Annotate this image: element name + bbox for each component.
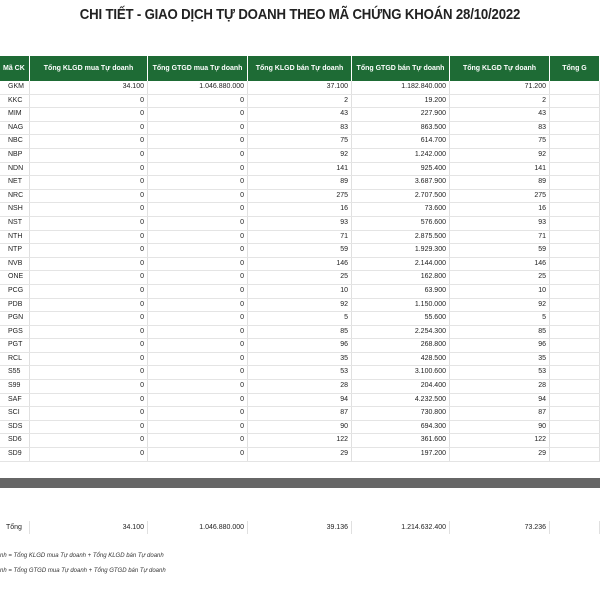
- value-cell: 89: [450, 176, 550, 189]
- value-cell: 863.500: [352, 122, 450, 135]
- value-cell: 0: [148, 190, 248, 203]
- value-cell: [550, 108, 600, 121]
- footnote-gtgd: nh = Tổng GTGD mua Tự doanh + Tổng GTGD bán Tự doanh: [0, 568, 166, 574]
- value-cell: 0: [148, 339, 248, 352]
- value-cell: 0: [148, 299, 248, 312]
- total-label: Tổng: [0, 521, 30, 534]
- value-cell: 141: [450, 163, 550, 176]
- value-cell: 59: [450, 244, 550, 257]
- value-cell: 1.242.000: [352, 149, 450, 162]
- value-cell: 428.500: [352, 353, 450, 366]
- value-cell: 0: [30, 258, 148, 271]
- value-cell: 25: [248, 271, 352, 284]
- value-cell: 2: [450, 95, 550, 108]
- value-cell: 0: [30, 353, 148, 366]
- value-cell: 90: [248, 421, 352, 434]
- value-cell: 0: [148, 258, 248, 271]
- value-cell: 63.900: [352, 285, 450, 298]
- value-cell: 71: [248, 231, 352, 244]
- table-row[interactable]: [0, 122, 600, 136]
- value-cell: [550, 339, 600, 352]
- value-cell: 75: [450, 135, 550, 148]
- total-row: [0, 521, 600, 534]
- value-cell: 37.100: [248, 81, 352, 94]
- value-cell: 122: [450, 434, 550, 447]
- value-cell: 141: [248, 163, 352, 176]
- value-cell: 0: [30, 448, 148, 461]
- value-cell: 59: [248, 244, 352, 257]
- table-row[interactable]: [0, 108, 600, 122]
- value-cell: 1.046.880.000: [148, 81, 248, 94]
- value-cell: 0: [148, 434, 248, 447]
- value-cell: [550, 231, 600, 244]
- value-cell: 0: [30, 95, 148, 108]
- value-cell: 730.800: [352, 407, 450, 420]
- value-cell: 1.182.840.000: [352, 81, 450, 94]
- total-cell: 1.046.880.000: [148, 521, 248, 534]
- table-row[interactable]: [0, 326, 600, 340]
- value-cell: 83: [248, 122, 352, 135]
- value-cell: 361.600: [352, 434, 450, 447]
- value-cell: 0: [148, 163, 248, 176]
- ticker-cell: SD6: [0, 434, 30, 447]
- value-cell: 71: [450, 231, 550, 244]
- table-header: [0, 56, 600, 81]
- value-cell: [550, 394, 600, 407]
- value-cell: 0: [30, 380, 148, 393]
- value-cell: 162.800: [352, 271, 450, 284]
- ticker-cell: S99: [0, 380, 30, 393]
- value-cell: 16: [248, 203, 352, 216]
- value-cell: 34.100: [30, 81, 148, 94]
- value-cell: [550, 285, 600, 298]
- value-cell: 0: [148, 312, 248, 325]
- ticker-cell: S55: [0, 366, 30, 379]
- total-cell: 39.136: [248, 521, 352, 534]
- value-cell: 0: [148, 407, 248, 420]
- value-cell: 0: [148, 135, 248, 148]
- value-cell: 268.800: [352, 339, 450, 352]
- value-cell: 0: [148, 244, 248, 257]
- ticker-cell: NTP: [0, 244, 30, 257]
- ticker-cell: SCI: [0, 407, 30, 420]
- value-cell: [550, 421, 600, 434]
- ticker-cell: MIM: [0, 108, 30, 121]
- ticker-cell: PGS: [0, 326, 30, 339]
- value-cell: 0: [30, 108, 148, 121]
- table-row[interactable]: [0, 339, 600, 353]
- table-body: [0, 81, 600, 462]
- value-cell: 53: [248, 366, 352, 379]
- footnote-klgd: nh = Tổng KLGD mua Tự doanh + Tổng KLGD bán Tự doanh: [0, 553, 164, 559]
- value-cell: 19.200: [352, 95, 450, 108]
- value-cell: 90: [450, 421, 550, 434]
- value-cell: 0: [30, 231, 148, 244]
- value-cell: 0: [30, 122, 148, 135]
- value-cell: 0: [30, 394, 148, 407]
- value-cell: 2.144.000: [352, 258, 450, 271]
- value-cell: 275: [248, 190, 352, 203]
- col-header-klgd-mua[interactable]: Tổng KLGD mua Tự doanh: [30, 56, 148, 81]
- table-row[interactable]: [0, 217, 600, 231]
- value-cell: 0: [148, 217, 248, 230]
- value-cell: 0: [148, 95, 248, 108]
- table-row[interactable]: [0, 434, 600, 448]
- ticker-cell: NAG: [0, 122, 30, 135]
- value-cell: 0: [148, 231, 248, 244]
- value-cell: 29: [248, 448, 352, 461]
- col-header-ma-ck[interactable]: Mã CK: [0, 56, 30, 81]
- value-cell: 0: [148, 108, 248, 121]
- table-row[interactable]: [0, 312, 600, 326]
- table-row[interactable]: [0, 407, 600, 421]
- value-cell: [550, 353, 600, 366]
- value-cell: 694.300: [352, 421, 450, 434]
- value-cell: [550, 326, 600, 339]
- table-row[interactable]: [0, 149, 600, 163]
- ticker-cell: NSH: [0, 203, 30, 216]
- value-cell: [550, 299, 600, 312]
- value-cell: 0: [30, 176, 148, 189]
- ticker-cell: NBC: [0, 135, 30, 148]
- value-cell: 92: [248, 149, 352, 162]
- value-cell: [550, 203, 600, 216]
- value-cell: 576.600: [352, 217, 450, 230]
- value-cell: 0: [30, 312, 148, 325]
- value-cell: 35: [450, 353, 550, 366]
- value-cell: 0: [30, 434, 148, 447]
- value-cell: 5: [450, 312, 550, 325]
- value-cell: 0: [30, 135, 148, 148]
- value-cell: 2: [248, 95, 352, 108]
- value-cell: 0: [148, 176, 248, 189]
- value-cell: 93: [248, 217, 352, 230]
- value-cell: 43: [248, 108, 352, 121]
- ticker-cell: NDN: [0, 163, 30, 176]
- value-cell: 204.400: [352, 380, 450, 393]
- value-cell: 3.100.600: [352, 366, 450, 379]
- data-table: [0, 56, 600, 462]
- value-cell: [550, 217, 600, 230]
- table-row[interactable]: [0, 190, 600, 204]
- value-cell: 92: [450, 299, 550, 312]
- value-cell: 0: [148, 394, 248, 407]
- total-cell: 1.214.632.400: [352, 521, 450, 534]
- value-cell: 0: [148, 380, 248, 393]
- table-row[interactable]: [0, 231, 600, 245]
- ticker-cell: NST: [0, 217, 30, 230]
- value-cell: 925.400: [352, 163, 450, 176]
- table-row[interactable]: [0, 421, 600, 435]
- value-cell: [550, 366, 600, 379]
- value-cell: 3.687.900: [352, 176, 450, 189]
- value-cell: [550, 122, 600, 135]
- table-row[interactable]: [0, 176, 600, 190]
- value-cell: 96: [248, 339, 352, 352]
- ticker-cell: PGT: [0, 339, 30, 352]
- ticker-cell: RCL: [0, 353, 30, 366]
- value-cell: 0: [30, 217, 148, 230]
- ticker-cell: SAF: [0, 394, 30, 407]
- value-cell: 83: [450, 122, 550, 135]
- value-cell: 53: [450, 366, 550, 379]
- ticker-cell: NRC: [0, 190, 30, 203]
- value-cell: 0: [30, 244, 148, 257]
- table-row[interactable]: [0, 366, 600, 380]
- value-cell: 28: [450, 380, 550, 393]
- value-cell: 275: [450, 190, 550, 203]
- col-header-gtgd-ban[interactable]: Tổng GTGD bán Tự doanh: [352, 56, 450, 81]
- value-cell: 75: [248, 135, 352, 148]
- value-cell: [550, 380, 600, 393]
- total-cell: [550, 521, 600, 534]
- value-cell: 4.232.500: [352, 394, 450, 407]
- value-cell: 0: [30, 421, 148, 434]
- value-cell: 35: [248, 353, 352, 366]
- value-cell: 0: [30, 407, 148, 420]
- table-row[interactable]: [0, 163, 600, 177]
- value-cell: 1.150.000: [352, 299, 450, 312]
- value-cell: 16: [450, 203, 550, 216]
- value-cell: [550, 190, 600, 203]
- value-cell: 92: [248, 299, 352, 312]
- value-cell: 93: [450, 217, 550, 230]
- value-cell: 25: [450, 271, 550, 284]
- value-cell: 10: [450, 285, 550, 298]
- table-row[interactable]: [0, 244, 600, 258]
- ticker-cell: ONE: [0, 271, 30, 284]
- ticker-cell: NBP: [0, 149, 30, 162]
- table-row[interactable]: [0, 353, 600, 367]
- value-cell: 0: [148, 326, 248, 339]
- value-cell: 94: [450, 394, 550, 407]
- table-row[interactable]: [0, 285, 600, 299]
- value-cell: [550, 271, 600, 284]
- value-cell: 0: [148, 448, 248, 461]
- value-cell: [550, 176, 600, 189]
- col-header-klgd-tong[interactable]: Tổng KLGD Tự doanh: [450, 56, 550, 81]
- table-row[interactable]: [0, 380, 600, 394]
- value-cell: 0: [30, 285, 148, 298]
- value-cell: 87: [248, 407, 352, 420]
- table-row[interactable]: [0, 448, 600, 462]
- value-cell: 0: [30, 326, 148, 339]
- value-cell: 2.707.500: [352, 190, 450, 203]
- ticker-cell: SDS: [0, 421, 30, 434]
- value-cell: 85: [450, 326, 550, 339]
- table-row[interactable]: [0, 135, 600, 149]
- value-cell: 0: [148, 149, 248, 162]
- value-cell: 227.900: [352, 108, 450, 121]
- ticker-cell: NET: [0, 176, 30, 189]
- ticker-cell: NTH: [0, 231, 30, 244]
- value-cell: 73.600: [352, 203, 450, 216]
- value-cell: 0: [30, 299, 148, 312]
- total-cell: 34.100: [30, 521, 148, 534]
- value-cell: 0: [30, 163, 148, 176]
- value-cell: [550, 434, 600, 447]
- col-header-gtgd-tong[interactable]: Tổng G: [550, 56, 600, 81]
- value-cell: [550, 407, 600, 420]
- value-cell: 85: [248, 326, 352, 339]
- ticker-cell: PCG: [0, 285, 30, 298]
- value-cell: [550, 244, 600, 257]
- value-cell: 1.929.300: [352, 244, 450, 257]
- value-cell: 2.875.500: [352, 231, 450, 244]
- value-cell: 2.254.300: [352, 326, 450, 339]
- table-row[interactable]: [0, 394, 600, 408]
- value-cell: 0: [30, 271, 148, 284]
- value-cell: 29: [450, 448, 550, 461]
- table-row[interactable]: [0, 258, 600, 272]
- value-cell: 43: [450, 108, 550, 121]
- total-cell: 73.236: [450, 521, 550, 534]
- value-cell: 0: [148, 421, 248, 434]
- value-cell: [550, 312, 600, 325]
- value-cell: 614.700: [352, 135, 450, 148]
- value-cell: 0: [148, 122, 248, 135]
- value-cell: [550, 95, 600, 108]
- ticker-cell: NVB: [0, 258, 30, 271]
- table-row[interactable]: [0, 203, 600, 217]
- value-cell: 0: [148, 285, 248, 298]
- value-cell: 197.200: [352, 448, 450, 461]
- ticker-cell: KKC: [0, 95, 30, 108]
- value-cell: [550, 81, 600, 94]
- ticker-cell: PDB: [0, 299, 30, 312]
- value-cell: 0: [148, 271, 248, 284]
- page-title: CHI TIẾT - GIAO DỊCH TỰ DOANH THEO MÃ CHỨNG KHOÁN 28/10/2022: [79, 6, 521, 23]
- value-cell: 28: [248, 380, 352, 393]
- value-cell: 146: [450, 258, 550, 271]
- table-row[interactable]: [0, 95, 600, 109]
- value-cell: 5: [248, 312, 352, 325]
- value-cell: 55.600: [352, 312, 450, 325]
- value-cell: 0: [30, 203, 148, 216]
- value-cell: 0: [30, 339, 148, 352]
- value-cell: 0: [30, 190, 148, 203]
- value-cell: 0: [148, 353, 248, 366]
- value-cell: 146: [248, 258, 352, 271]
- value-cell: 92: [450, 149, 550, 162]
- value-cell: 0: [148, 366, 248, 379]
- ticker-cell: GKM: [0, 81, 30, 94]
- value-cell: 0: [30, 366, 148, 379]
- table-row[interactable]: [0, 299, 600, 313]
- value-cell: 94: [248, 394, 352, 407]
- table-row[interactable]: [0, 271, 600, 285]
- value-cell: 0: [148, 203, 248, 216]
- value-cell: 0: [30, 149, 148, 162]
- value-cell: 122: [248, 434, 352, 447]
- value-cell: [550, 258, 600, 271]
- value-cell: 87: [450, 407, 550, 420]
- value-cell: [550, 149, 600, 162]
- table-row[interactable]: [0, 81, 600, 95]
- col-header-klgd-ban[interactable]: Tổng KLGD bán Tự doanh: [248, 56, 352, 81]
- col-header-gtgd-mua[interactable]: Tổng GTGD mua Tự doanh: [148, 56, 248, 81]
- value-cell: [550, 448, 600, 461]
- value-cell: 71.200: [450, 81, 550, 94]
- value-cell: 10: [248, 285, 352, 298]
- value-cell: 89: [248, 176, 352, 189]
- table-footer-band: [0, 478, 600, 488]
- ticker-cell: PGN: [0, 312, 30, 325]
- value-cell: [550, 163, 600, 176]
- value-cell: [550, 135, 600, 148]
- value-cell: 96: [450, 339, 550, 352]
- ticker-cell: SD9: [0, 448, 30, 461]
